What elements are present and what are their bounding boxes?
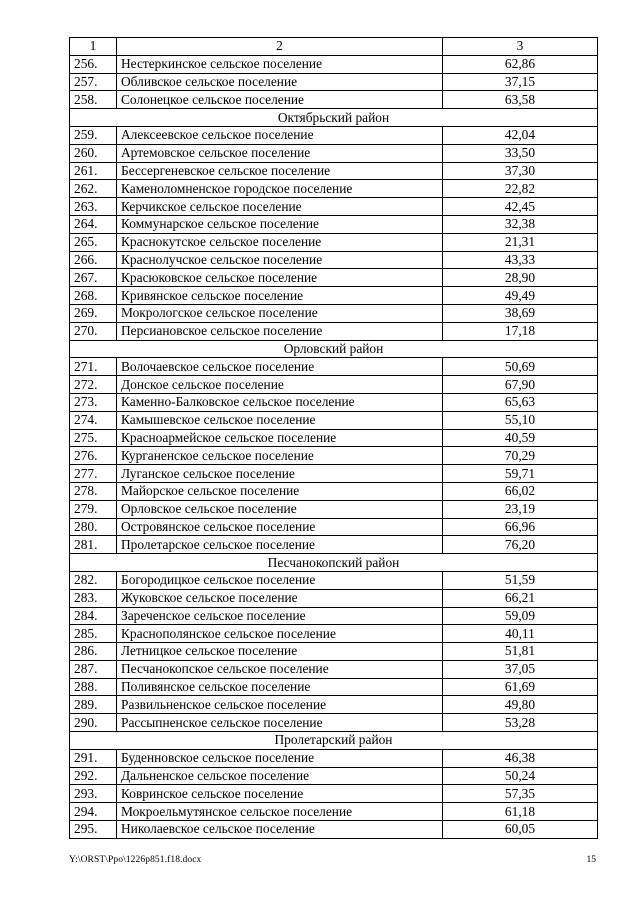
row-value: 49,49 — [443, 287, 598, 305]
row-number: 260. — [70, 144, 117, 162]
row-number: 277. — [70, 465, 117, 483]
row-number: 289. — [70, 696, 117, 714]
table-row — [70, 180, 598, 198]
row-number: 266. — [70, 251, 117, 269]
settlement-name: Красноармейское сельское поселение — [117, 429, 443, 447]
settlement-name: Коммунарское сельское поселение — [117, 215, 443, 233]
settlement-name: Персиановское сельское поселение — [117, 322, 443, 340]
table-row — [70, 785, 598, 803]
table-row — [70, 429, 598, 447]
row-number: 285. — [70, 625, 117, 643]
settlement-name: Волочаевское сельское поселение — [117, 358, 443, 376]
row-value: 23,19 — [443, 500, 598, 518]
table-row — [70, 678, 598, 696]
row-value: 51,59 — [443, 571, 598, 589]
table-row — [70, 625, 598, 643]
section-title: Орловский район — [70, 340, 598, 358]
table-row — [70, 500, 598, 518]
row-value: 37,15 — [443, 73, 598, 91]
row-number: 265. — [70, 233, 117, 251]
row-number: 268. — [70, 287, 117, 305]
table-row — [70, 376, 598, 394]
section-title: Пролетарский район — [70, 732, 598, 750]
settlement-name: Мокроельмутянское сельское поселение — [117, 803, 443, 821]
row-value: 37,30 — [443, 162, 598, 180]
row-value: 46,38 — [443, 749, 598, 767]
settlement-name: Рассыпненское сельское поселение — [117, 714, 443, 732]
table-body — [70, 38, 598, 839]
data-table — [69, 37, 598, 839]
table-row — [70, 536, 598, 554]
row-value: 60,05 — [443, 821, 598, 839]
row-value: 42,04 — [443, 126, 598, 144]
table-row — [70, 767, 598, 785]
row-value: 38,69 — [443, 304, 598, 322]
row-number: 267. — [70, 269, 117, 287]
row-value: 33,50 — [443, 144, 598, 162]
row-value: 22,82 — [443, 180, 598, 198]
row-number: 293. — [70, 785, 117, 803]
settlement-name: Островянское сельское поселение — [117, 518, 443, 536]
table-row — [70, 465, 598, 483]
row-value: 61,69 — [443, 678, 598, 696]
row-number: 284. — [70, 607, 117, 625]
row-number: 283. — [70, 589, 117, 607]
row-number: 278. — [70, 482, 117, 500]
table-row — [70, 304, 598, 322]
row-number: 290. — [70, 714, 117, 732]
settlement-name: Краснополянское сельское поселение — [117, 625, 443, 643]
table-row — [70, 215, 598, 233]
table-row — [70, 749, 598, 767]
settlement-name: Нестеркинское сельское поселение — [117, 55, 443, 73]
row-number: 262. — [70, 180, 117, 198]
table-row — [70, 447, 598, 465]
row-value: 53,28 — [443, 714, 598, 732]
table-row — [70, 607, 598, 625]
table-row — [70, 358, 598, 376]
settlement-name: Летницкое сельское поселение — [117, 643, 443, 661]
row-number: 258. — [70, 91, 117, 109]
row-value: 59,71 — [443, 465, 598, 483]
settlement-name: Обливское сельское поселение — [117, 73, 443, 91]
row-number: 259. — [70, 126, 117, 144]
settlement-name: Буденновское сельское поселение — [117, 749, 443, 767]
row-number: 281. — [70, 536, 117, 554]
table-row — [70, 714, 598, 732]
row-number: 291. — [70, 749, 117, 767]
settlement-name: Камышевское сельское поселение — [117, 411, 443, 429]
settlement-name: Дальненское сельское поселение — [117, 767, 443, 785]
table-row — [70, 144, 598, 162]
row-number: 271. — [70, 358, 117, 376]
section-row — [70, 554, 598, 572]
settlement-name: Керчикское сельское поселение — [117, 198, 443, 216]
column-header-number: 1 — [70, 38, 117, 56]
table-row — [70, 482, 598, 500]
row-number: 292. — [70, 767, 117, 785]
settlement-name: Донское сельское поселение — [117, 376, 443, 394]
table-row — [70, 269, 598, 287]
page-number: 15 — [586, 855, 596, 865]
table-row — [70, 55, 598, 73]
row-value: 50,69 — [443, 358, 598, 376]
row-number: 270. — [70, 322, 117, 340]
row-number: 274. — [70, 411, 117, 429]
settlement-name: Курганенское сельское поселение — [117, 447, 443, 465]
settlement-name: Кривянское сельское поселение — [117, 287, 443, 305]
table-row — [70, 73, 598, 91]
table-row — [70, 571, 598, 589]
row-number: 261. — [70, 162, 117, 180]
table-row — [70, 589, 598, 607]
footer-file-path: Y:\ORST\Ppo\1226p851.f18.docx — [69, 855, 202, 865]
row-number: 273. — [70, 393, 117, 411]
settlement-name: Майорское сельское поселение — [117, 482, 443, 500]
row-value: 76,20 — [443, 536, 598, 554]
column-header-value: 3 — [443, 38, 598, 56]
row-number: 264. — [70, 215, 117, 233]
table-row — [70, 660, 598, 678]
row-number: 257. — [70, 73, 117, 91]
row-value: 43,33 — [443, 251, 598, 269]
settlement-name: Красюковское сельское поселение — [117, 269, 443, 287]
row-number: 279. — [70, 500, 117, 518]
section-row — [70, 732, 598, 750]
row-value: 57,35 — [443, 785, 598, 803]
row-value: 28,90 — [443, 269, 598, 287]
table-row — [70, 411, 598, 429]
row-number: 272. — [70, 376, 117, 394]
settlement-name: Алексеевское сельское поселение — [117, 126, 443, 144]
row-value: 37,05 — [443, 660, 598, 678]
table-row — [70, 803, 598, 821]
row-value: 55,10 — [443, 411, 598, 429]
row-value: 66,02 — [443, 482, 598, 500]
table-row — [70, 233, 598, 251]
row-value: 66,21 — [443, 589, 598, 607]
settlement-name: Краснокутское сельское поселение — [117, 233, 443, 251]
row-value: 63,58 — [443, 91, 598, 109]
row-number: 256. — [70, 55, 117, 73]
settlement-name: Орловское сельское поселение — [117, 500, 443, 518]
settlement-name: Каменоломненское городское поселение — [117, 180, 443, 198]
row-number: 286. — [70, 643, 117, 661]
row-number: 288. — [70, 678, 117, 696]
settlement-name: Солонецкое сельское поселение — [117, 91, 443, 109]
settlement-name: Луганское сельское поселение — [117, 465, 443, 483]
row-value: 70,29 — [443, 447, 598, 465]
row-number: 269. — [70, 304, 117, 322]
row-number: 275. — [70, 429, 117, 447]
row-value: 21,31 — [443, 233, 598, 251]
section-title: Октябрьский район — [70, 109, 598, 127]
settlement-name: Зареченское сельское поселение — [117, 607, 443, 625]
column-header-name: 2 — [117, 38, 443, 56]
row-number: 294. — [70, 803, 117, 821]
table-row — [70, 287, 598, 305]
row-value: 40,11 — [443, 625, 598, 643]
table-row — [70, 393, 598, 411]
settlement-name: Поливянское сельское поселение — [117, 678, 443, 696]
settlement-name: Развильненское сельское поселение — [117, 696, 443, 714]
table-row — [70, 126, 598, 144]
table-row — [70, 91, 598, 109]
table-row — [70, 696, 598, 714]
table-row — [70, 518, 598, 536]
settlement-name: Богородицкое сельское поселение — [117, 571, 443, 589]
row-number: 263. — [70, 198, 117, 216]
row-value: 42,45 — [443, 198, 598, 216]
row-number: 295. — [70, 821, 117, 839]
row-value: 40,59 — [443, 429, 598, 447]
row-number: 282. — [70, 571, 117, 589]
table-row — [70, 322, 598, 340]
row-number: 276. — [70, 447, 117, 465]
row-value: 59,09 — [443, 607, 598, 625]
table-row — [70, 162, 598, 180]
section-row — [70, 109, 598, 127]
settlement-name: Артемовское сельское поселение — [117, 144, 443, 162]
row-value: 32,38 — [443, 215, 598, 233]
table-row — [70, 198, 598, 216]
row-number: 287. — [70, 660, 117, 678]
table-row — [70, 643, 598, 661]
settlement-name: Песчанокопское сельское поселение — [117, 660, 443, 678]
table-row — [70, 821, 598, 839]
row-value: 66,96 — [443, 518, 598, 536]
section-title: Песчанокопский район — [70, 554, 598, 572]
row-value: 17,18 — [443, 322, 598, 340]
settlement-name: Каменно-Балковское сельское поселение — [117, 393, 443, 411]
settlement-name: Пролетарское сельское поселение — [117, 536, 443, 554]
header-row — [70, 38, 598, 56]
table-row — [70, 251, 598, 269]
row-value: 51,81 — [443, 643, 598, 661]
row-value: 65,63 — [443, 393, 598, 411]
settlement-name: Мокрологское сельское поселение — [117, 304, 443, 322]
settlement-name: Николаевское сельское поселение — [117, 821, 443, 839]
row-value: 50,24 — [443, 767, 598, 785]
row-value: 67,90 — [443, 376, 598, 394]
row-value: 62,86 — [443, 55, 598, 73]
section-row — [70, 340, 598, 358]
settlement-name: Краснолучское сельское поселение — [117, 251, 443, 269]
settlement-name: Бессергеневское сельское поселение — [117, 162, 443, 180]
settlement-name: Жуковское сельское поселение — [117, 589, 443, 607]
settlement-name: Ковринское сельское поселение — [117, 785, 443, 803]
row-number: 280. — [70, 518, 117, 536]
row-value: 61,18 — [443, 803, 598, 821]
row-value: 49,80 — [443, 696, 598, 714]
